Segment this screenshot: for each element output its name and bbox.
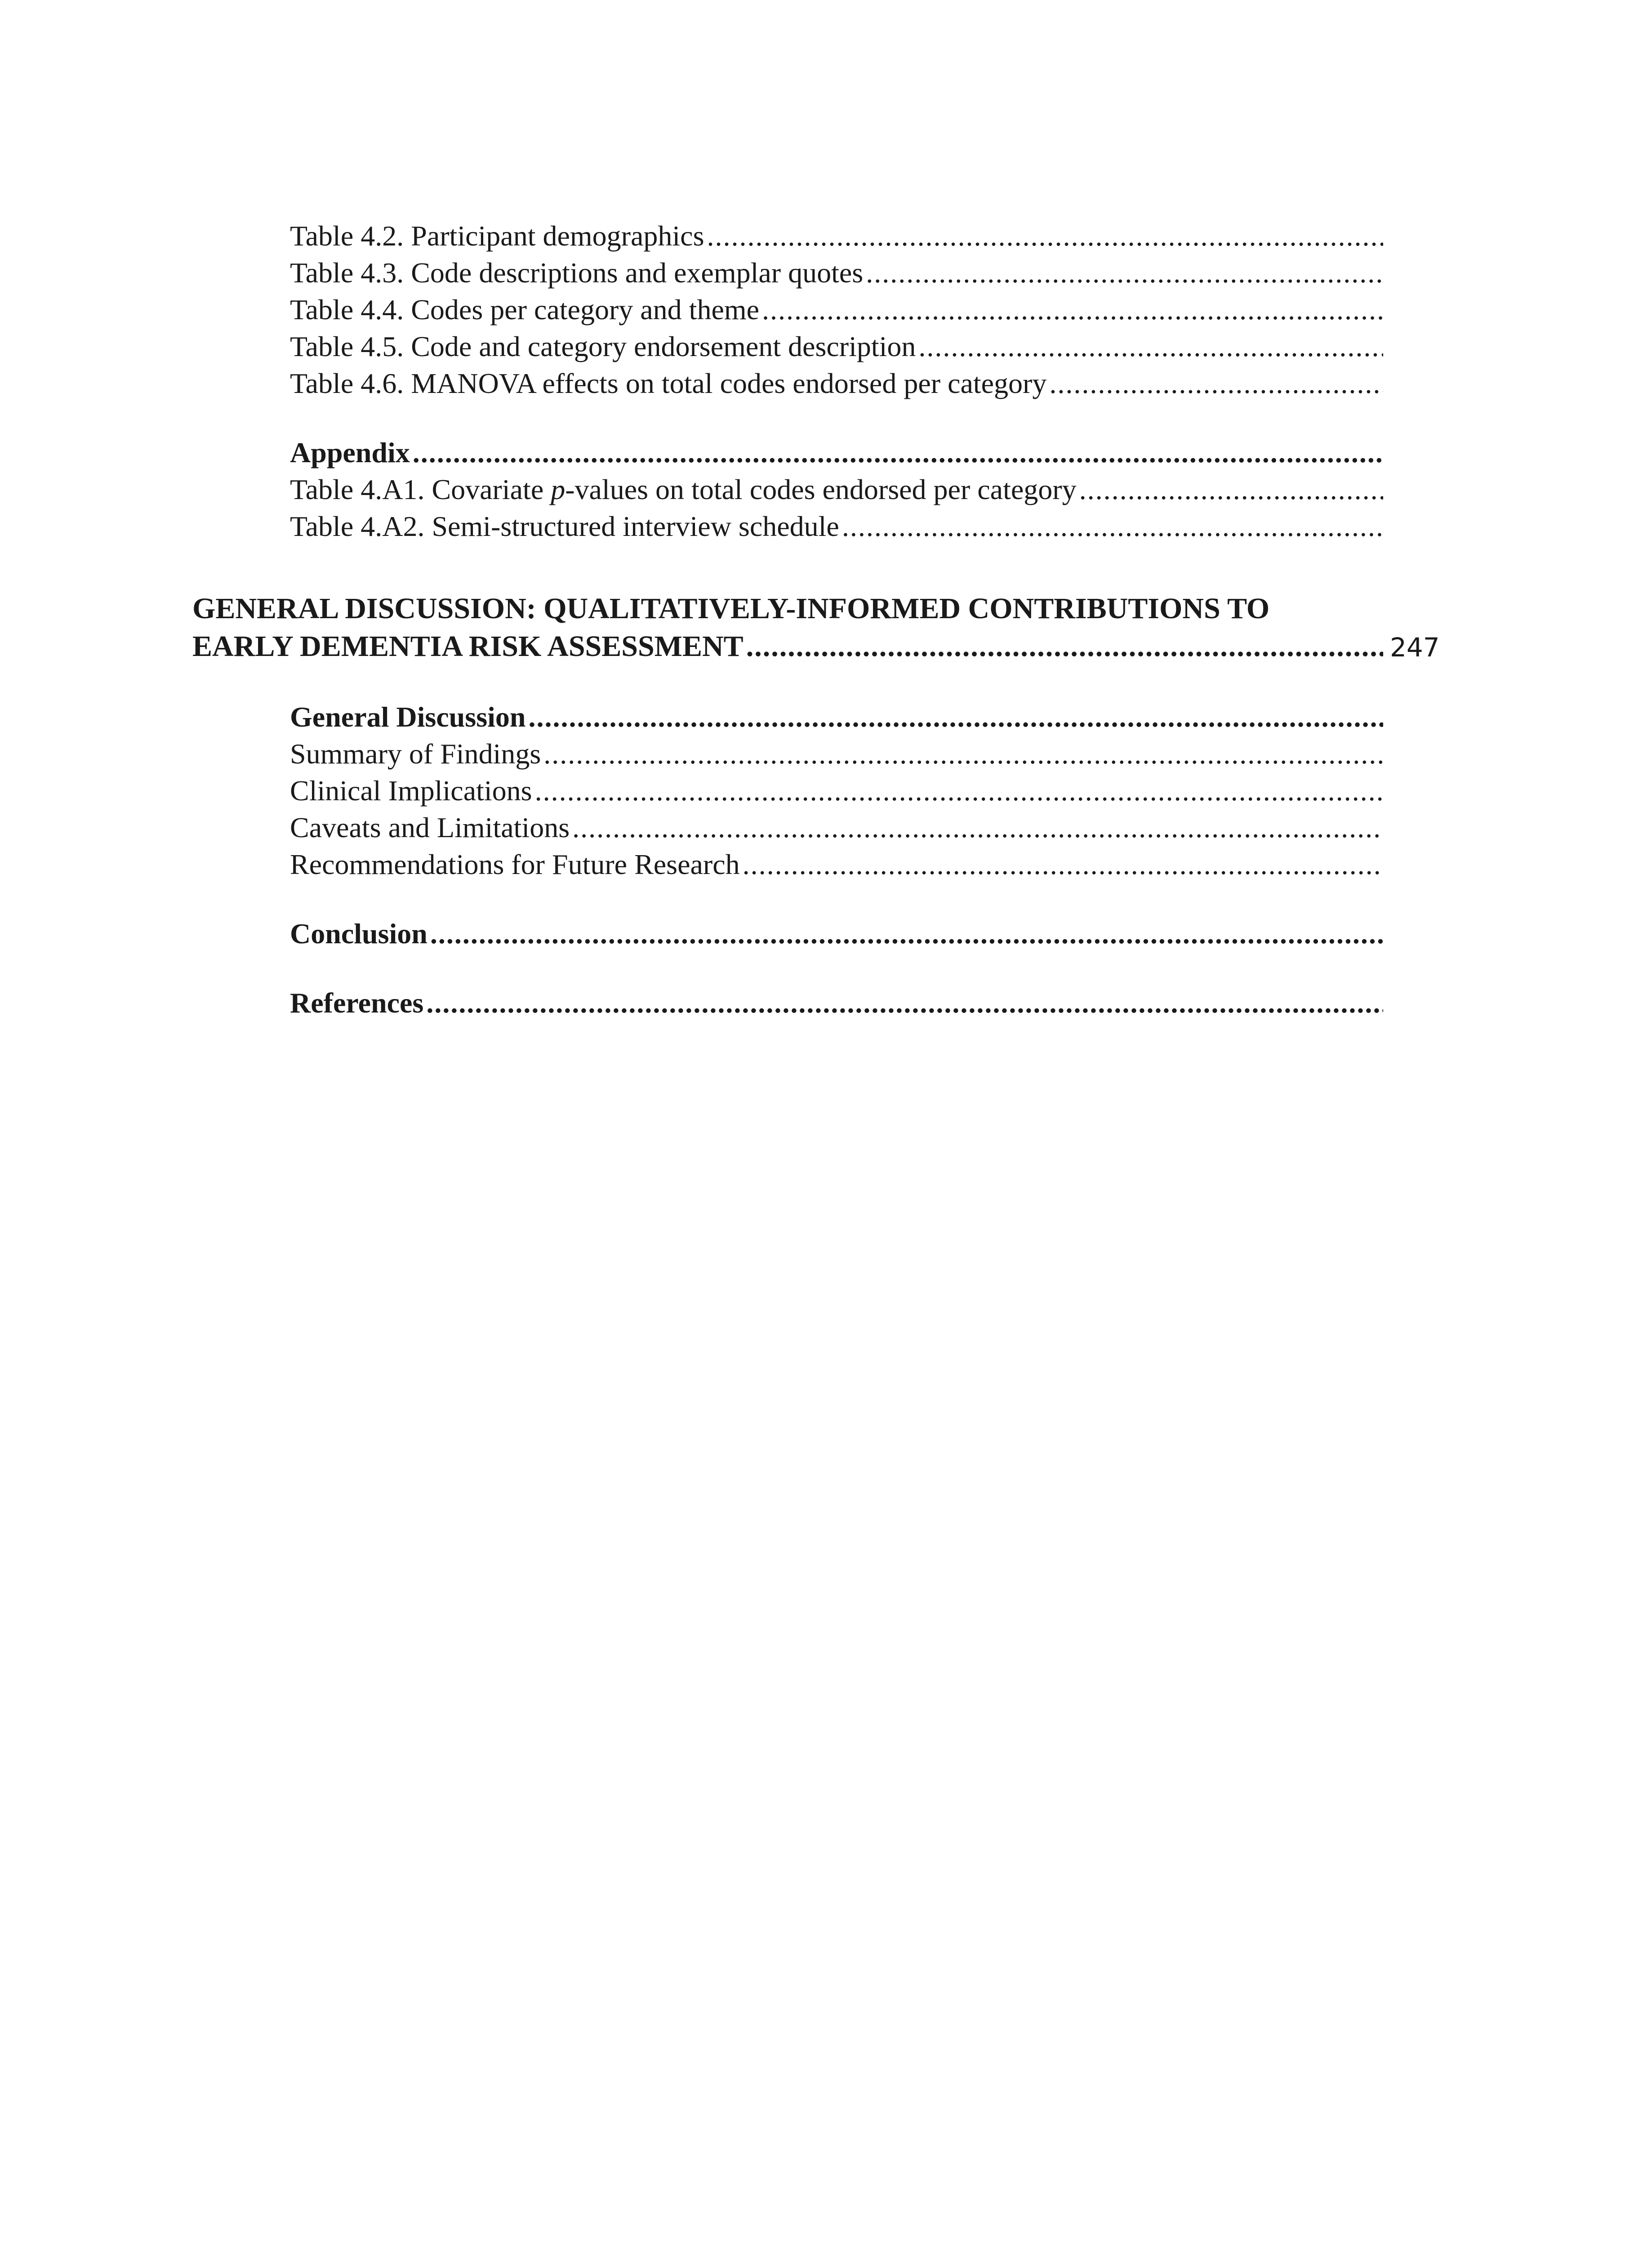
dot-leader [1079,471,1383,508]
dot-leader [707,217,1383,255]
toc-entry-table-4-2[interactable] [290,217,1383,255]
toc-entry-table-4-4[interactable] [290,291,1383,329]
dot-leader [743,846,1383,883]
toc-entry-label: Table 4.5. Code and category endorsement description [290,330,916,362]
chapter-title-line-2[interactable] [192,628,1383,665]
toc-section-heading: Appendix [290,437,410,468]
dot-leader [918,328,1383,366]
dot-leader [842,508,1383,545]
dot-leader [762,291,1383,329]
toc-entry-references[interactable] [290,984,1383,1022]
chapter-title-line-1[interactable]: GENERAL DISCUSSION: QUALITATIVELY-INFORMED CONTRIBUTIONS TO [192,592,1270,625]
dot-leader [413,434,1383,472]
toc-entry-label: Table 4.4. Codes per category and theme [290,294,760,326]
toc-section-heading: References [290,987,424,1019]
dot-leader [528,698,1383,736]
chapter-page-number: 247 [1390,632,1440,663]
toc-entry-recommendations[interactable] [290,846,1383,883]
toc-entry-label: Caveats and Limitations [290,812,570,843]
dot-leader [535,772,1383,810]
toc-section-heading: General Discussion [290,701,526,733]
toc-entry-label: Table 4.A2. Semi-structured interview schedule [290,510,839,542]
toc-entry-clinical-implications[interactable] [290,772,1383,810]
toc-entry-table-4-5[interactable] [290,328,1383,366]
dot-leader [1049,365,1383,402]
toc-entry-table-4-a1[interactable] [290,471,1383,508]
toc-entry-label: Table 4.2. Participant demographics [290,220,704,252]
toc-entry-label: Summary of Findings [290,738,541,770]
toc-section-heading: Conclusion [290,918,427,950]
dot-leader [543,735,1383,773]
toc-entry-label: Recommendations for Future Research [290,848,740,880]
dot-leader [866,254,1383,292]
toc-entry-general-discussion[interactable] [290,698,1383,736]
dot-leader [572,809,1383,847]
toc-entry-label: Clinical Implications [290,775,532,807]
toc-entry-caveats-and-limitations[interactable] [290,809,1383,847]
toc-entry-label [290,471,1077,508]
toc-entry-conclusion[interactable] [290,915,1383,953]
toc-entry-appendix[interactable] [290,434,1383,472]
dot-leader [426,984,1383,1022]
italic-p: p [551,473,566,505]
toc-entry-table-4-3[interactable] [290,254,1383,292]
toc-entry-table-4-a2[interactable] [290,508,1383,545]
toc-entry-summary-of-findings[interactable] [290,735,1383,773]
toc-entry-label-suffix: -values on total codes endorsed per category [565,473,1077,505]
toc-entry-label-prefix: Table 4.A1. Covariate [290,473,551,505]
toc-entry-label: Table 4.3. Code descriptions and exemplar quotes [290,257,864,289]
toc-entry-label: Table 4.6. MANOVA effects on total codes endorsed per category [290,367,1047,399]
toc-entry-table-4-6[interactable] [290,365,1383,402]
chapter-title-label: EARLY DEMENTIA RISK ASSESSMENT [192,630,744,663]
dot-leader [430,915,1383,953]
dot-leader [746,628,1383,665]
